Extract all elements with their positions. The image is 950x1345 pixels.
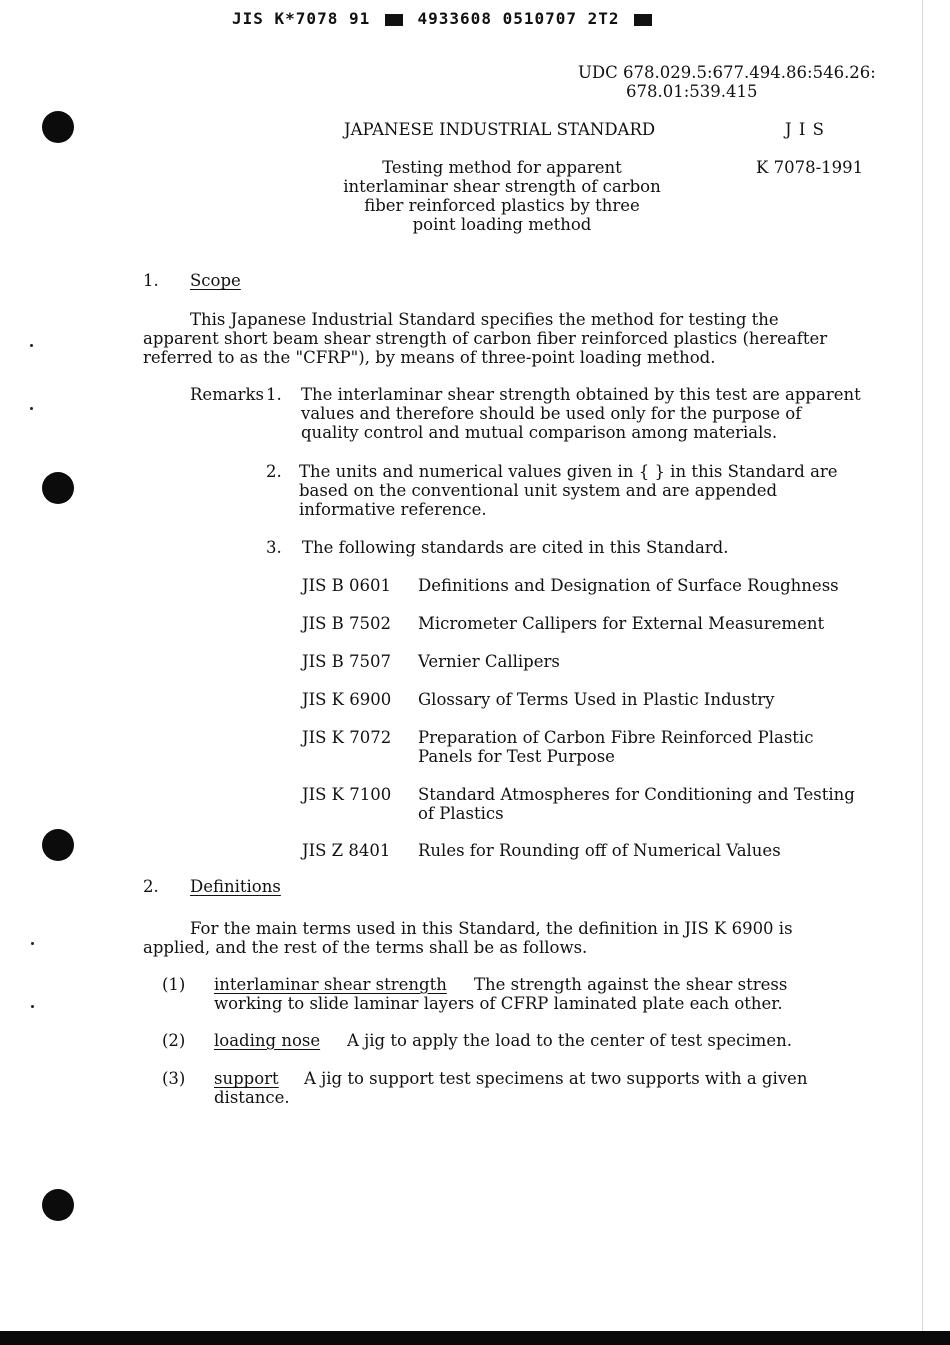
jis-mark: J I S [785, 120, 825, 139]
cited-title: Micrometer Callipers for External Measurement [418, 614, 825, 633]
definitions-para-line: applied, and the rest of the terms shall be as follows. [143, 938, 588, 957]
remark-line: The units and numerical values given in { } in this Standard are [299, 462, 838, 481]
punch-hole [42, 111, 74, 143]
header-code-left: JIS K*7078 91 [232, 9, 371, 28]
punch-hole [42, 829, 74, 861]
cited-title: Definitions and Designation of Surface Roughness [418, 576, 839, 595]
cited-title-line: of Plastics [418, 804, 504, 823]
remark-1-text [301, 385, 861, 442]
punch-hole [42, 472, 74, 504]
definitions-para-line: For the main terms used in this Standard, the definition in JIS K 6900 is [190, 919, 793, 938]
scan-speck [31, 942, 34, 945]
cited-title-line: Standard Atmospheres for Conditioning and Testing [418, 785, 855, 804]
remark-line: based on the conventional unit system and are appended [299, 481, 778, 500]
doc-title-line: Testing method for apparent [382, 158, 622, 177]
doc-title-line: fiber reinforced plastics by three [364, 196, 640, 215]
doc-number: K 7078-1991 [756, 158, 864, 177]
definition-number: (2) [162, 1031, 186, 1050]
remark-2-text [299, 462, 838, 519]
cited-code: JIS B 7502 [302, 614, 392, 633]
section-2-heading: Definitions [190, 877, 281, 896]
remark-number: 3. [266, 538, 282, 557]
cited-code: JIS K 7072 [302, 728, 392, 747]
remark-number: 1. [266, 385, 282, 404]
cited-code: JIS K 6900 [302, 690, 392, 709]
definition-number: (3) [162, 1069, 186, 1088]
doc-title-line: point loading method [412, 215, 592, 234]
cited-title: Rules for Rounding off of Numerical Values [418, 841, 781, 860]
section-1-number: 1. [143, 271, 159, 290]
standard-name: JAPANESE INDUSTRIAL STANDARD [344, 120, 656, 139]
header-block-mark [634, 14, 652, 26]
udc-line-2: 678.01:539.415 [626, 82, 758, 101]
cited-title-line: Panels for Test Purpose [418, 747, 615, 766]
scan-bottom-bar [0, 1331, 950, 1345]
definition-number: (1) [162, 975, 186, 994]
header-code [232, 9, 656, 28]
scan-speck [30, 344, 33, 347]
udc-line-1: UDC 678.029.5:677.494.86:546.26: [578, 63, 876, 82]
definition-text: working to slide laminar layers of CFRP laminated plate each other. [214, 994, 783, 1013]
section-2-number: 2. [143, 877, 159, 896]
remarks-label: Remarks [190, 385, 265, 404]
remark-line: The interlaminar shear strength obtained by this test are apparent [301, 385, 861, 404]
remark-3-text: The following standards are cited in this Standard. [302, 538, 729, 557]
cited-title: Glossary of Terms Used in Plastic Industry [418, 690, 775, 709]
cited-code: JIS B 0601 [302, 576, 392, 595]
section-1-heading: Scope [190, 271, 241, 290]
cited-title: Vernier Callipers [418, 652, 560, 671]
header-code-mid: 4933608 0510707 2T2 [417, 9, 620, 28]
scope-para-line: apparent short beam shear strength of carbon fiber reinforced plastics (hereafter [143, 329, 828, 348]
scope-para-line: referred to as the "CFRP"), by means of three-point loading method. [143, 348, 716, 367]
scope-para-line: This Japanese Industrial Standard specifies the method for testing the [190, 310, 779, 329]
remark-line: quality control and mutual comparison among materials. [301, 423, 778, 442]
remark-line: values and therefore should be used only for the purpose of [301, 404, 802, 423]
scan-edge [922, 0, 923, 1331]
definition-text: A jig to support test specimens at two supports with a given [304, 1069, 808, 1088]
definition-text: distance. [214, 1088, 290, 1107]
doc-title [302, 158, 702, 234]
punch-hole [42, 1189, 74, 1221]
definition-term: interlaminar shear strength [214, 975, 447, 994]
definition-term: loading nose [214, 1031, 321, 1050]
definition-term: support [214, 1069, 279, 1088]
cited-title [418, 785, 855, 823]
remark-line: informative reference. [299, 500, 487, 519]
scan-speck [30, 407, 33, 410]
cited-title [418, 728, 813, 766]
cited-code: JIS Z 8401 [302, 841, 391, 860]
cited-title-line: Preparation of Carbon Fibre Reinforced Plastic [418, 728, 814, 747]
scan-speck [31, 1005, 34, 1008]
definition-text: A jig to apply the load to the center of test specimen. [347, 1031, 792, 1050]
cited-code: JIS K 7100 [302, 785, 392, 804]
cited-code: JIS B 7507 [302, 652, 392, 671]
remark-number: 2. [266, 462, 282, 481]
header-block-mark [385, 14, 403, 26]
definition-text: The strength against the shear stress [474, 975, 788, 994]
doc-title-line: interlaminar shear strength of carbon [343, 177, 661, 196]
